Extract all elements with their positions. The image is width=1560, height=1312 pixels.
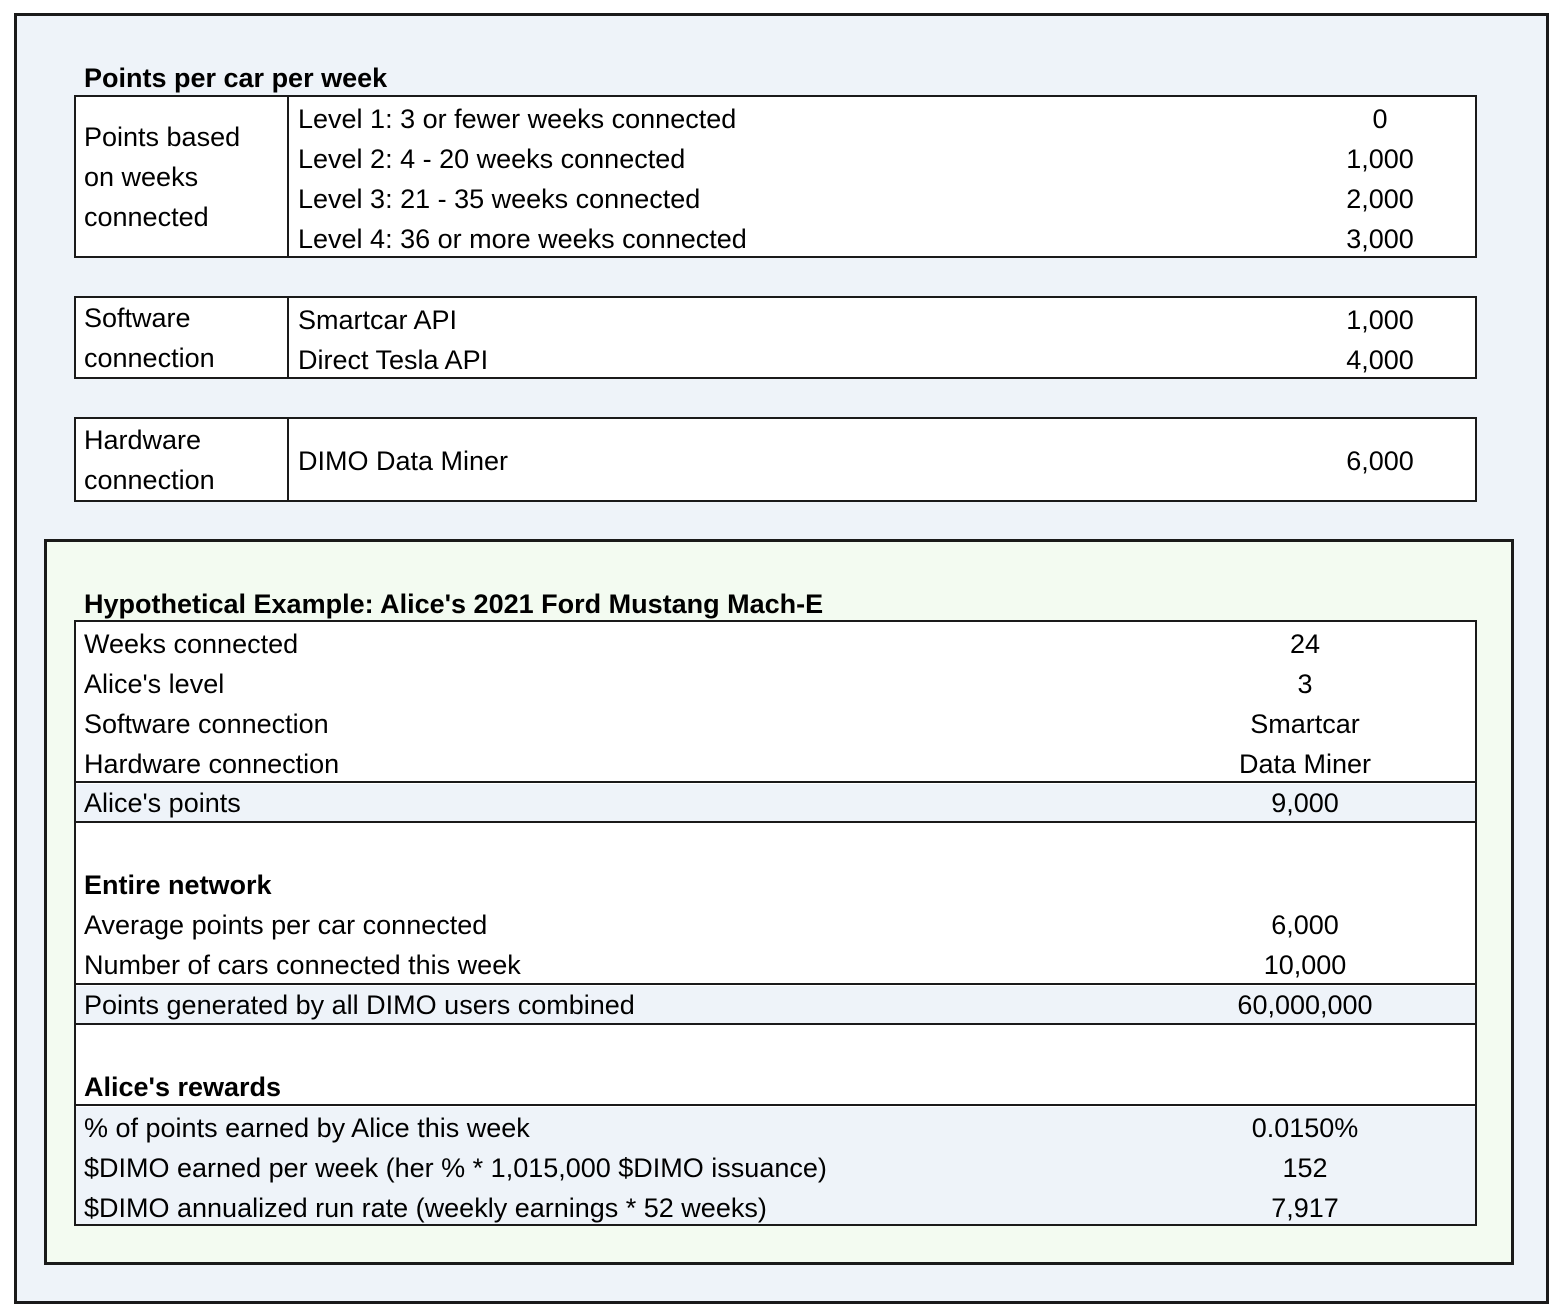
- row-label: DIMO Data Miner: [298, 446, 509, 476]
- software-connection-label: [76, 298, 289, 377]
- row-label: Software connection: [84, 709, 329, 739]
- divider: [76, 1104, 1475, 1106]
- table-row: [76, 1188, 1475, 1228]
- row-label: Direct Tesla API: [298, 345, 489, 375]
- table-row: [289, 340, 1475, 380]
- row-value: 2,000: [1346, 184, 1414, 214]
- row-label: Level 3: 21 - 35 weeks connected: [298, 184, 701, 214]
- points-section-title: Points per car per week: [84, 63, 388, 93]
- row-value: 3: [1297, 669, 1313, 699]
- weeks-connected-table: [74, 95, 1477, 258]
- table-row: [76, 945, 1475, 985]
- label-line: Software: [84, 302, 191, 333]
- example-table: [74, 620, 1477, 1226]
- row-label: % of points earned by Alice this week: [84, 1113, 530, 1143]
- weeks-connected-label: [76, 97, 289, 256]
- row-label: $DIMO earned per week (her % * 1,015,000 $DIMO issuance): [84, 1153, 827, 1183]
- label-line: on weeks: [84, 161, 199, 192]
- rewards-block: [76, 1107, 1475, 1224]
- software-connection-table: [74, 296, 1477, 379]
- network-total-row: [76, 986, 1475, 1023]
- table-row: [76, 1108, 1475, 1148]
- label-line: connection: [84, 342, 215, 373]
- label-line: Hardware: [84, 424, 202, 455]
- table-row: [289, 99, 1475, 139]
- row-value: 3,000: [1346, 224, 1414, 254]
- row-label: Alice's level: [84, 669, 225, 699]
- network-heading: [76, 865, 1475, 905]
- row-value: Smartcar: [1250, 709, 1360, 739]
- hardware-connection-table: [74, 417, 1477, 502]
- table-row: [76, 744, 1475, 784]
- label-line: connection: [84, 464, 215, 495]
- row-label: Level 4: 36 or more weeks connected: [298, 224, 747, 254]
- row-value: 9,000: [1271, 788, 1339, 818]
- row-label: Weeks connected: [84, 629, 299, 659]
- table-row: [289, 139, 1475, 179]
- row-value: 4,000: [1346, 345, 1414, 375]
- row-value: 0: [1372, 104, 1388, 134]
- row-value: Data Miner: [1238, 749, 1372, 779]
- row-value: 60,000,000: [1237, 990, 1373, 1020]
- table-row: [76, 664, 1475, 704]
- hardware-connection-label: [76, 419, 289, 500]
- row-value: 1,000: [1346, 144, 1414, 174]
- rewards-heading: [76, 1067, 1475, 1107]
- divider: [76, 821, 1475, 823]
- section-heading: Entire network: [84, 870, 272, 900]
- table-row: [289, 179, 1475, 219]
- row-value: 6,000: [1346, 446, 1414, 476]
- table-row: [76, 704, 1475, 744]
- section-heading: Alice's rewards: [84, 1072, 282, 1102]
- row-label: Level 2: 4 - 20 weeks connected: [298, 144, 686, 174]
- row-value: 0.0150%: [1251, 1113, 1359, 1143]
- row-label: Points generated by all DIMO users combined: [84, 990, 635, 1020]
- table-row: [289, 441, 1475, 481]
- row-value: 1,000: [1346, 305, 1414, 335]
- row-value: 10,000: [1263, 950, 1347, 980]
- label-line: connected: [84, 201, 209, 232]
- example-section-title: Hypothetical Example: Alice's 2021 Ford Mustang Mach-E: [84, 589, 824, 619]
- row-label: Number of cars connected this week: [84, 950, 521, 980]
- divider: [76, 1023, 1475, 1025]
- table-row: [289, 219, 1475, 259]
- row-label: Alice's points: [84, 788, 241, 818]
- row-label: Smartcar API: [298, 305, 458, 335]
- row-label: $DIMO annualized run rate (weekly earnings * 52 weeks): [84, 1193, 767, 1223]
- table-row: [76, 624, 1475, 664]
- table-row: [76, 905, 1475, 945]
- row-value: 6,000: [1271, 910, 1339, 940]
- row-value: 152: [1282, 1153, 1328, 1183]
- alice-points-row: [76, 784, 1475, 821]
- divider: [76, 983, 1475, 985]
- row-label: Average points per car connected: [84, 910, 488, 940]
- row-label: Level 1: 3 or fewer weeks connected: [298, 104, 737, 134]
- row-value: 7,917: [1271, 1193, 1339, 1223]
- table-row: [289, 300, 1475, 340]
- table-row: [76, 1148, 1475, 1188]
- row-label: Hardware connection: [84, 749, 340, 779]
- divider: [76, 781, 1475, 783]
- row-value: 24: [1289, 629, 1321, 659]
- label-line: Points based: [84, 121, 241, 152]
